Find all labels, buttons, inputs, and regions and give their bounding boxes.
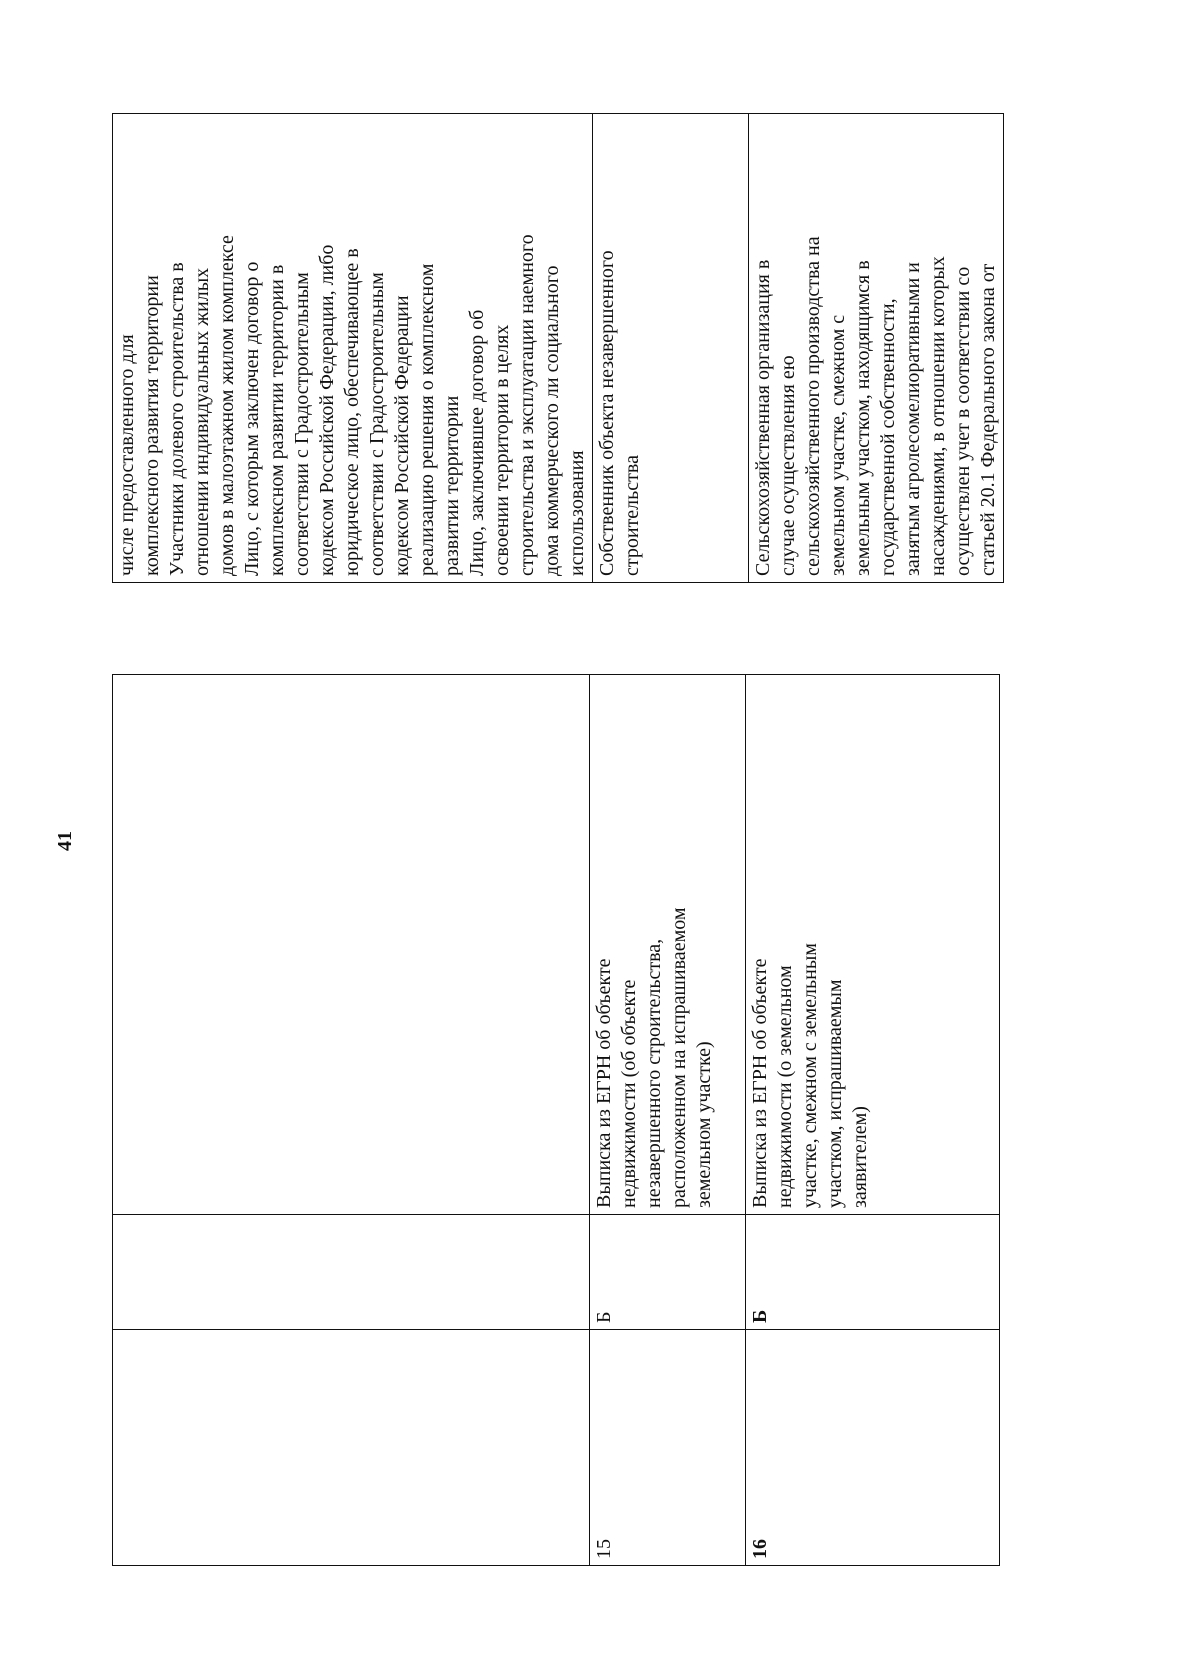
category-cell: Б <box>746 1215 1000 1330</box>
document-cell <box>113 675 590 1215</box>
table-row <box>113 675 590 1566</box>
applicant-cell: числе предоставленного для комплексного развития территории Участники долевого строительства в отношении индивидуальных жилых домов в малоэтажном жилом комплексе Лицо, с которым заключен договор о комплексном развитии территории в соответствии с Градостроительным кодексом Российской Федерации, либо юридическое лицо, обеспечивающее в соответствии с Градостроительным кодексом Российской Федерации реализацию решения о комплексном развитии территории Лицо, заключившее договор об освоении территории в целях строительства и эксплуатации наемного дома коммерческого ли социального использования <box>113 114 593 583</box>
applicant-cell: Сельскохозяйственная организация в случае осуществления ею сельскохозяйственного производства на земельном участке, смежном с земельным участком, находящимся в государственной собственности, занятым агролесомелиоративными и насаждениями, в отношении которых осуществлен учет в соответствии со статьей 20.1 Федерального закона от <box>749 114 1004 583</box>
row-number-cell: 15 <box>590 1330 746 1566</box>
table-row <box>590 675 746 1566</box>
row-number-cell: 16 <box>746 1330 1000 1566</box>
table-row <box>746 675 1000 1566</box>
table-row <box>113 114 593 583</box>
applicant-cell: Собственник объекта незавершенного строительства <box>593 114 749 583</box>
document-cell: Выписка из ЕГРН об объекте недвижимости (о земельном участке, смежном с земельным участком, испрашиваемым заявителем) <box>746 675 1000 1215</box>
category-cell <box>113 1215 590 1330</box>
table-row <box>593 114 749 583</box>
row-number-cell <box>113 1330 590 1566</box>
table-row <box>749 114 1004 583</box>
document-cell: Выписка из ЕГРН об объекте недвижимости (об объекте незавершенного строительства, расположенном на испрашиваемом земельном участке) <box>590 675 746 1215</box>
table-right-part <box>112 113 1004 583</box>
page-number: 41 <box>54 831 76 851</box>
table-left-part <box>112 674 1000 1566</box>
category-cell: Б <box>590 1215 746 1330</box>
